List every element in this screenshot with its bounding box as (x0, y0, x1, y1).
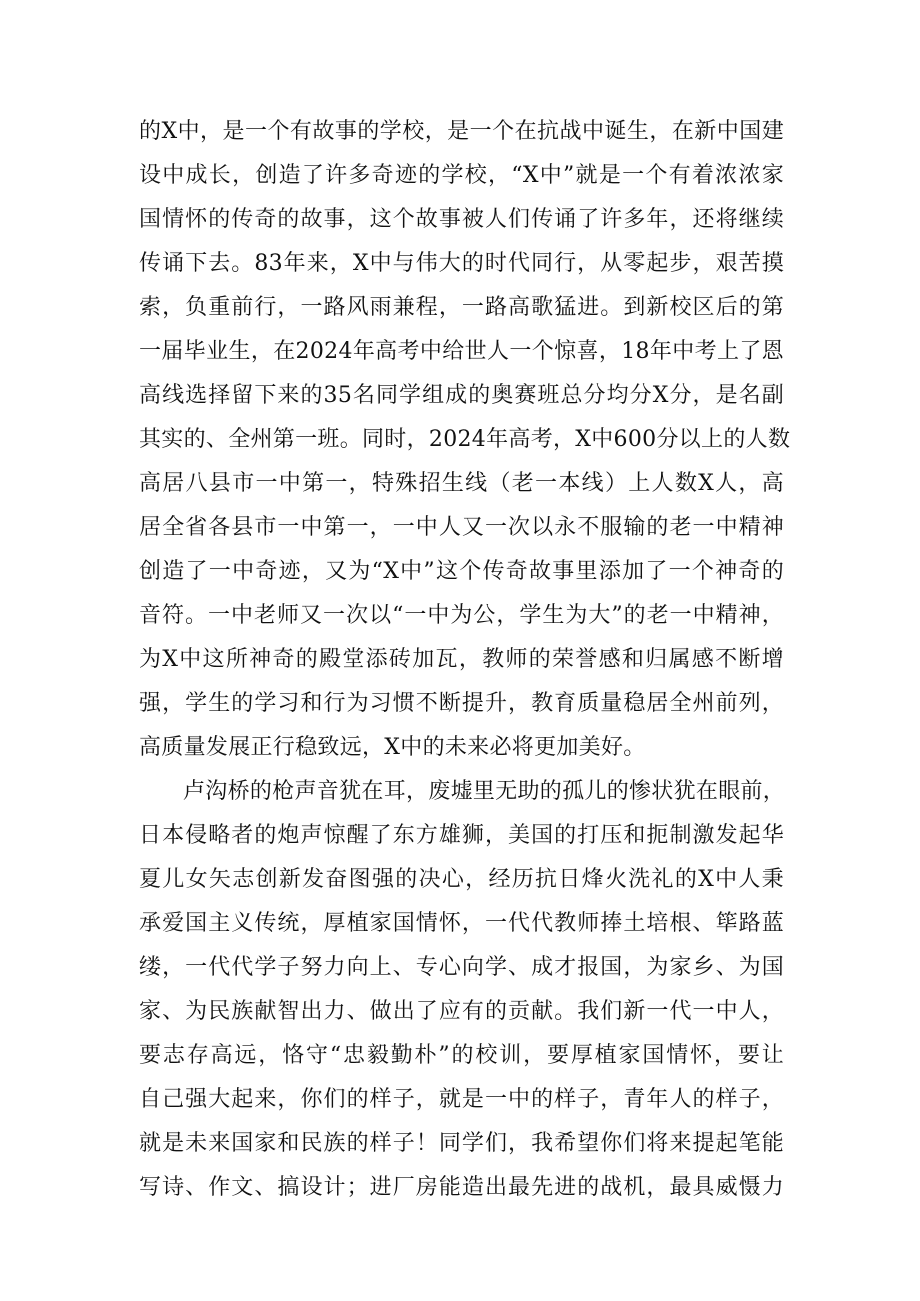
text-line: 创造了一中奇迹，又为“X中”这个传奇故事里添加了一个神奇的 (139, 559, 784, 584)
text-line: 家、为民族献智出力、做出了应有的贡献。我们新一代一中人， (139, 999, 784, 1024)
text-line: 高居八县市一中第一，特殊招生线（老一本线）上人数X人，高 (139, 471, 784, 496)
text-line: 高线选择留下来的35名同学组成的奥赛班总分均分X分，是名副 (139, 383, 784, 408)
text-line: 传诵下去。83年来，X中与伟大的时代同行，从零起步，艰苦摸 (139, 251, 784, 276)
text-line: 居全省各县市一中第一，一中人又一次以永不服输的老一中精神 (139, 515, 784, 540)
text-line: 夏儿女矢志创新发奋图强的决心，经历抗日烽火洗礼的X中人秉 (139, 867, 784, 892)
text-line: 的X中，是一个有故事的学校，是一个在抗战中诞生，在新中国建 (139, 119, 784, 144)
text-line: 缕，一代代学子努力向上、专心向学、成才报国，为家乡、为国 (139, 955, 784, 980)
text-line: 国情怀的传奇的故事，这个故事被人们传诵了许多年，还将继续 (139, 207, 784, 232)
text-line: 为X中这所神奇的殿堂添砖加瓦，教师的荣誉感和归属感不断增 (139, 647, 784, 672)
paragraph-1 (139, 110, 791, 770)
text-line: 其实的、全州第一班。同时，2024年高考，X中600分以上的人数 (139, 427, 791, 452)
text-line: 一届毕业生，在2024年高考中给世人一个惊喜，18年中考上了恩 (139, 339, 784, 364)
text-line: 写诗、作文、搞设计；进厂房能造出最先进的战机，最具威慑力 (139, 1175, 784, 1200)
text-line: 卢沟桥的枪声音犹在耳，废墟里无助的孤儿的惨状犹在眼前， (183, 779, 786, 804)
text-line: 日本侵略者的炮声惊醒了东方雄狮，美国的打压和扼制激发起华 (139, 823, 784, 848)
text-line: 就是未来国家和民族的样子！同学们，我希望你们将来提起笔能 (139, 1131, 784, 1156)
paragraph-2 (139, 770, 784, 1210)
text-line: 强，学生的学习和行为习惯不断提升，教育质量稳居全州前列， (139, 691, 784, 716)
text-line: 索，负重前行，一路风雨兼程，一路高歌猛进。到新校区后的第 (139, 295, 784, 320)
text-line: 音符。一中老师又一次以“一中为公，学生为大”的老一中精神， (139, 603, 784, 628)
text-line: 高质量发展正行稳致远，X中的未来必将更加美好。 (139, 735, 646, 760)
document-body (139, 110, 791, 1210)
text-line: 自己强大起来，你们的样子，就是一中的样子，青年人的样子， (139, 1087, 784, 1112)
text-line: 承爱国主义传统，厚植家国情怀，一代代教师捧土培根、筚路蓝 (139, 911, 784, 936)
text-line: 要志存高远，恪守“忠毅勤朴”的校训，要厚植家国情怀，要让 (139, 1043, 784, 1068)
text-line: 设中成长，创造了许多奇迹的学校，“X中”就是一个有着浓浓家 (139, 163, 784, 188)
